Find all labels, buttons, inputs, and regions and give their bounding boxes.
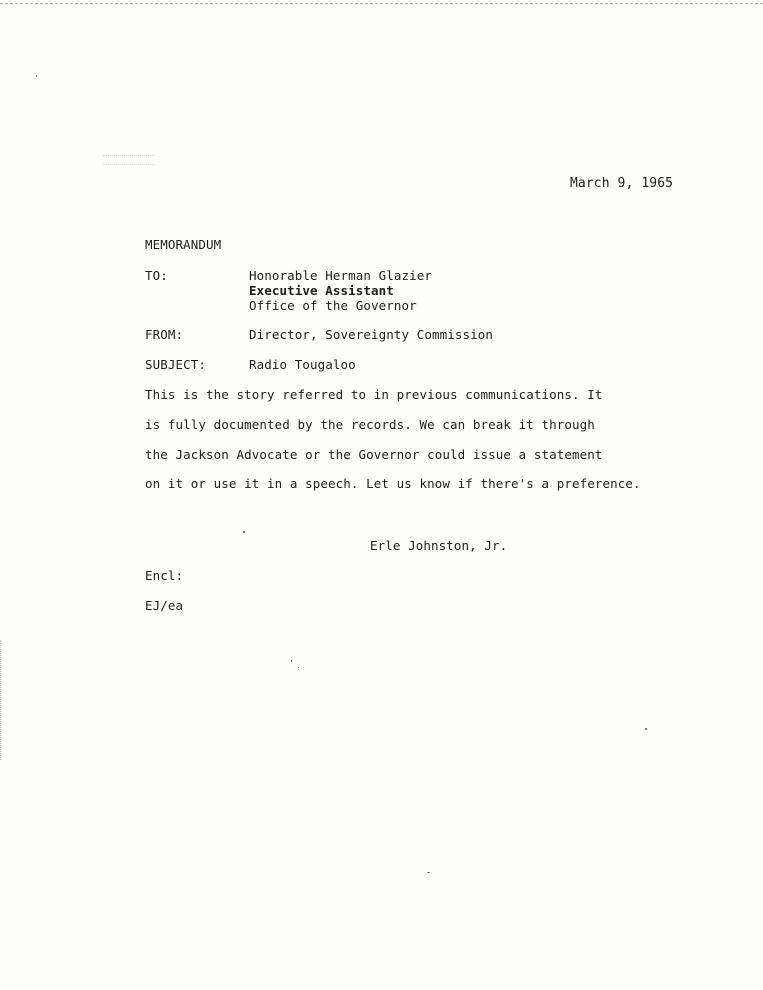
to-label: TO: [145, 268, 168, 283]
signature: Erle Johnston, Jr. [370, 538, 508, 553]
enclosure-note: Encl: [145, 568, 184, 583]
body-line: on it or use it in a speech. Let us know if there's a preference. [145, 476, 641, 491]
scan-speck [645, 728, 647, 730]
faint-stamp-mark [103, 155, 155, 165]
body-line: the Jackson Advocate or the Governor could issue a statement [145, 447, 603, 462]
scan-speck [298, 667, 299, 668]
body-line: is fully documented by the records. We can break it through [145, 417, 595, 432]
scan-left-edge [0, 640, 1, 760]
subject-label: SUBJECT: [145, 357, 207, 372]
from-label: FROM: [145, 327, 184, 342]
body-line: This is the story referred to in previous communications. It [145, 387, 603, 402]
from-value: Director, Sovereignty Commission [249, 327, 494, 342]
scan-top-edge [0, 3, 763, 4]
typist-initials: EJ/ea [145, 598, 184, 613]
to-recipient-name: Honorable Herman Glazier [249, 268, 433, 283]
to-recipient-office: Office of the Governor [249, 298, 417, 313]
scan-speck [243, 531, 245, 533]
memo-date: March 9, 1965 [570, 176, 674, 191]
scan-speck [291, 660, 292, 662]
to-recipient-title: Executive Assistant [249, 283, 394, 298]
memo-heading: MEMORANDUM [145, 237, 222, 252]
scan-speck [427, 872, 430, 873]
subject-value: Radio Tougaloo [249, 357, 356, 372]
scan-speck [36, 75, 37, 77]
